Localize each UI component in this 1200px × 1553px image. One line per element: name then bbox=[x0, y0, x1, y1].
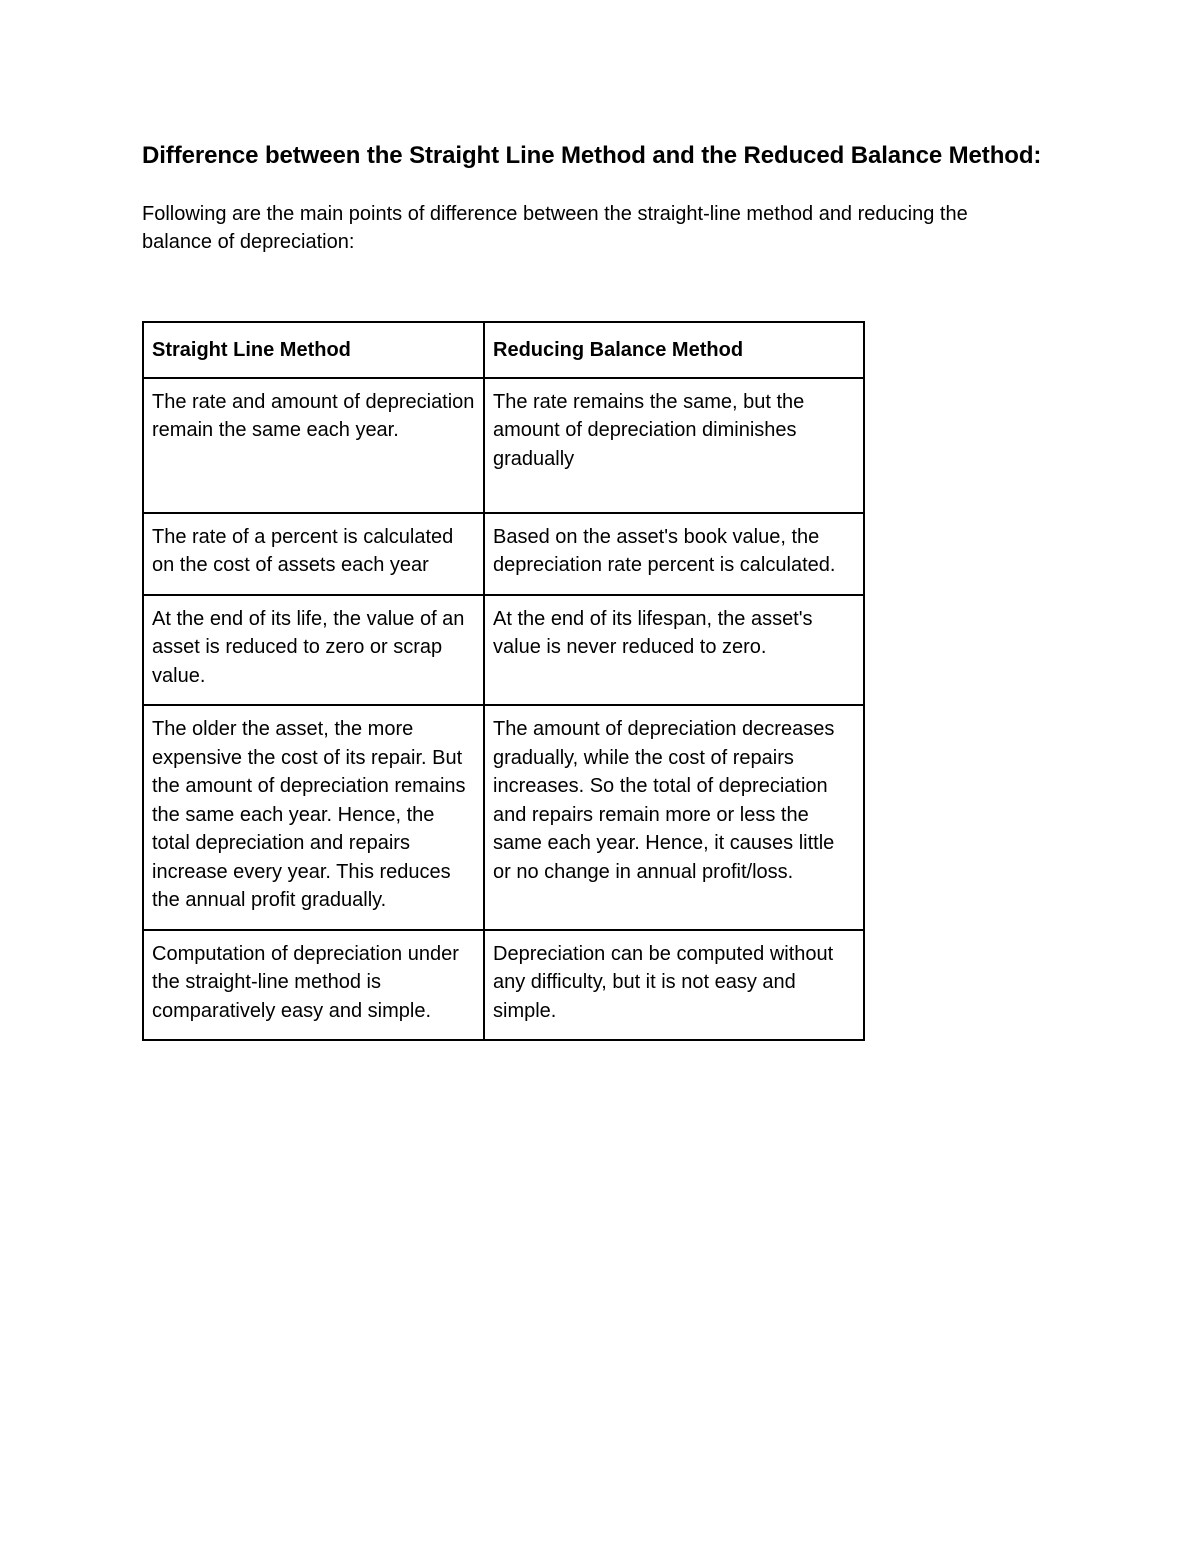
table-row bbox=[143, 705, 864, 930]
table-row bbox=[143, 378, 864, 513]
cell-reducing-balance: At the end of its lifespan, the asset's value is never reduced to zero. bbox=[484, 595, 864, 706]
document-title: Difference between the Straight Line Method and the Reduced Balance Method: bbox=[142, 142, 1042, 169]
intro-paragraph: Following are the main points of difference between the straight-line method and reducing the balance of depreciation: bbox=[142, 203, 968, 253]
table-header-row bbox=[143, 322, 864, 378]
table-row bbox=[143, 513, 864, 595]
cell-straight-line: The rate of a percent is calculated on the cost of assets each year bbox=[143, 513, 484, 595]
document-page bbox=[142, 138, 1042, 1022]
cell-reducing-balance: The amount of depreciation decreases gradually, while the cost of repairs increases. So the total of depreciation and repairs remain more or less the same each year. Hence, it causes little or no change in annual profit/loss. bbox=[484, 705, 864, 930]
cell-straight-line: The rate and amount of depreciation remain the same each year. bbox=[143, 378, 484, 513]
comparison-table bbox=[142, 321, 865, 1041]
header-reducing-balance: Reducing Balance Method bbox=[484, 322, 864, 378]
header-straight-line: Straight Line Method bbox=[143, 322, 484, 378]
cell-straight-line: The older the asset, the more expensive the cost of its repair. But the amount of depreciation remains the same each year. Hence, the total depreciation and repairs increase every year. This reduces the annual profit gradually. bbox=[143, 705, 484, 930]
cell-reducing-balance: The rate remains the same, but the amount of depreciation diminishes gradually bbox=[484, 378, 864, 513]
cell-straight-line: At the end of its life, the value of an asset is reduced to zero or scrap value. bbox=[143, 595, 484, 706]
cell-reducing-balance: Based on the asset's book value, the depreciation rate percent is calculated. bbox=[484, 513, 864, 595]
cell-straight-line: Computation of depreciation under the straight-line method is comparatively easy and simple. bbox=[143, 930, 484, 1041]
table-row bbox=[143, 930, 864, 1041]
cell-reducing-balance: Depreciation can be computed without any difficulty, but it is not easy and simple. bbox=[484, 930, 864, 1041]
table-row bbox=[143, 595, 864, 706]
